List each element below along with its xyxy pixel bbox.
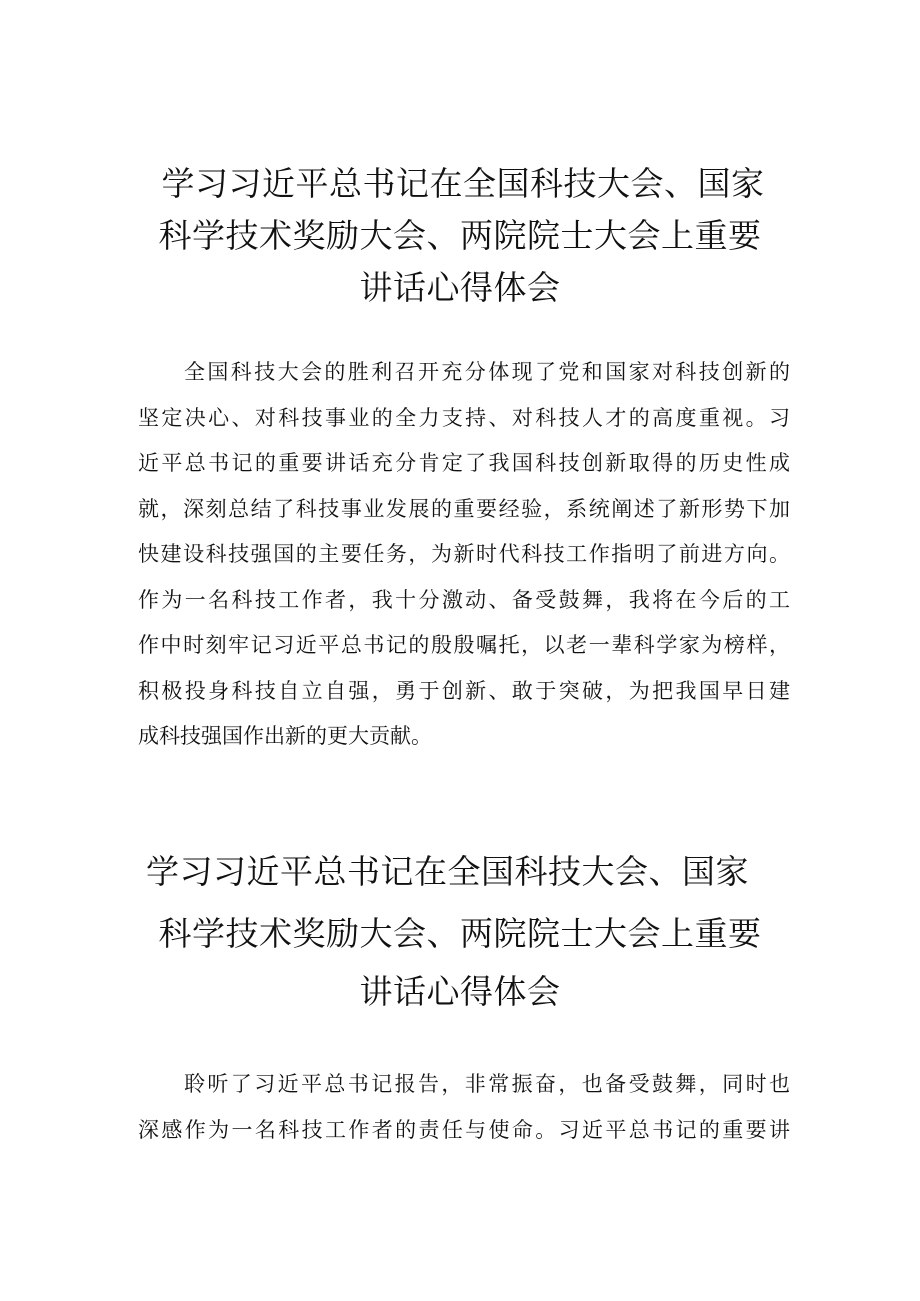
title-line: 科学技术奖励大会、两院院士大会上重要: [158, 914, 762, 953]
title-line: 学习习近平总书记在全国科技大会、国家: [146, 852, 749, 891]
body-line: 深感作为一名科技工作者的责任与使命。习近平总书记的重要讲: [138, 1117, 790, 1142]
article-body: [138, 1062, 790, 1153]
body-line: 作为一名科技工作者，我十分激动、备受鼓舞，我将在今后的工: [138, 587, 790, 612]
body-line: 就，深刻总结了科技事业发展的重要经验，系统阐述了新形势下加: [138, 496, 790, 521]
body-line: 聆听了习近平总书记报告，非常振奋，也备受鼓舞，同时也: [184, 1072, 790, 1096]
body-line: 作中时刻牢记习近平总书记的殷殷嘱托，以老一辈科学家为榜样，: [138, 633, 790, 657]
body-line: 快建设科技强国的主要任务，为新时代科技工作指明了前进方向。: [138, 542, 790, 566]
title-line: 讲话心得体会: [359, 268, 561, 307]
title-line: 讲话心得体会: [359, 972, 561, 1011]
title-line: 学习习近平总书记在全国科技大会、国家: [161, 164, 765, 203]
article-body: [138, 350, 790, 760]
body-line: 成科技强国作出新的更大贡献。: [138, 724, 432, 748]
title-line: 科学技术奖励大会、两院院士大会上重要: [158, 216, 762, 255]
body-line: 坚定决心、对科技事业的全力支持、对科技人才的高度重视。习: [138, 405, 790, 430]
article-title: [0, 158, 920, 314]
body-line: 全国科技大会的胜利召开充分体现了党和国家对科技创新的: [184, 360, 790, 384]
body-line: 近平总书记的重要讲话充分肯定了我国科技创新取得的历史性成: [138, 451, 790, 475]
body-line: 积极投身科技自立自强，勇于创新、敢于突破，为把我国早日建: [138, 678, 790, 703]
